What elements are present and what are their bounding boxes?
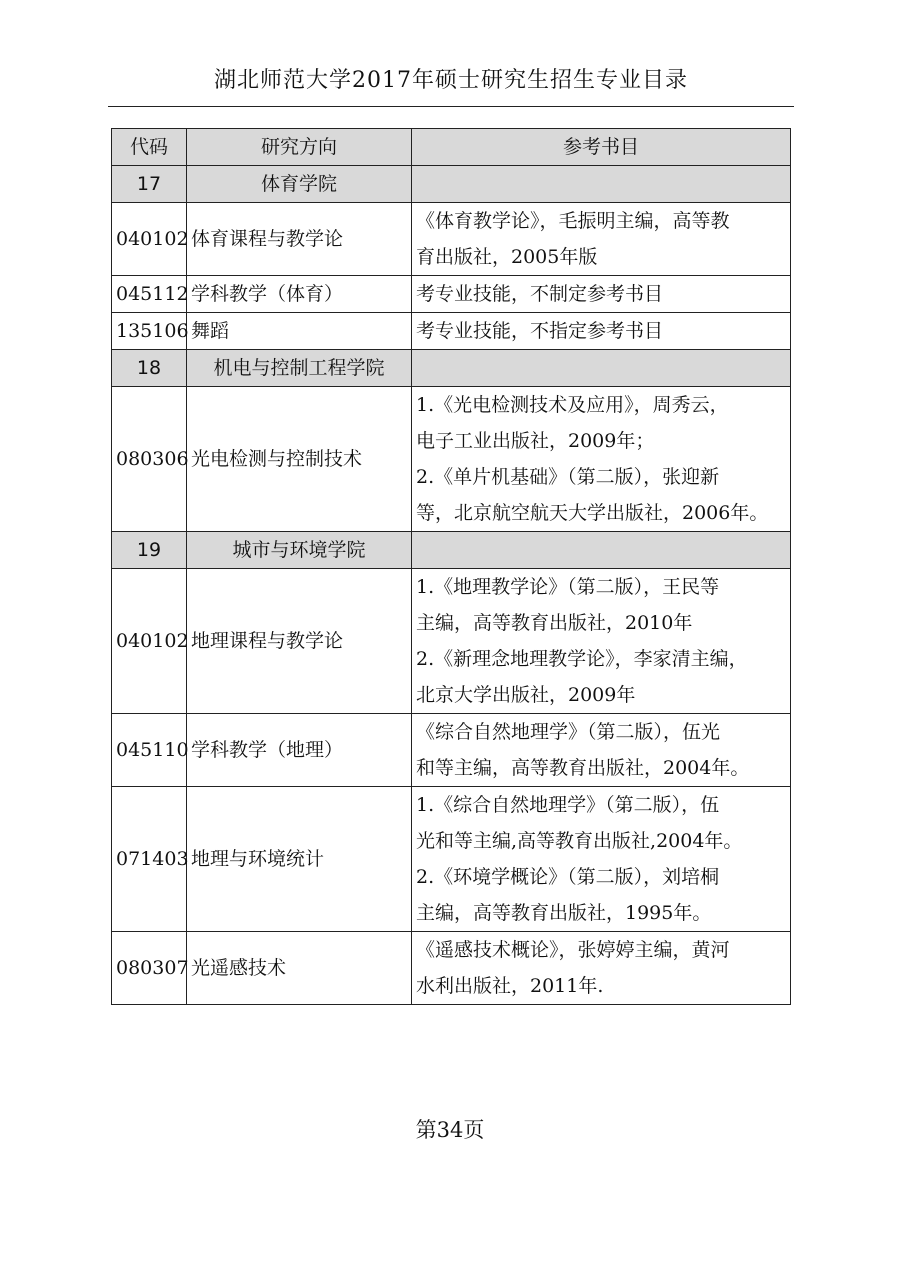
reference-line: 水利出版社，2011年. [416, 975, 604, 997]
college-name: 城市与环境学院 [187, 532, 412, 569]
major-code: 080307 [112, 932, 187, 1005]
research-direction: 体育课程与教学论 [187, 203, 412, 276]
college-code: 19 [112, 532, 187, 569]
reference-line: 考专业技能，不指定参考书目 [416, 320, 664, 342]
reference-books [412, 276, 791, 313]
table-row [112, 203, 791, 276]
college-name: 体育学院 [187, 166, 412, 203]
table-row [112, 387, 791, 532]
major-code: 071403 [112, 787, 187, 932]
reference-books [412, 203, 791, 276]
college-row [112, 532, 791, 569]
college-code: 17 [112, 166, 187, 203]
research-direction: 学科教学（地理） [187, 714, 412, 787]
column-header-direction: 研究方向 [187, 129, 412, 166]
research-direction: 光电检测与控制技术 [187, 387, 412, 532]
reference-line: 1.《地理教学论》（第二版），王民等 [416, 576, 720, 598]
table-row [112, 569, 791, 714]
table-row [112, 714, 791, 787]
table-row [112, 932, 791, 1005]
reference-books [412, 787, 791, 932]
research-direction: 学科教学（体育） [187, 276, 412, 313]
reference-line: 主编，高等教育出版社，1995年。 [416, 902, 712, 924]
college-name: 机电与控制工程学院 [187, 350, 412, 387]
table-row [112, 787, 791, 932]
reference-line: 育出版社，2005年版 [416, 246, 598, 268]
table-header-row [112, 129, 791, 166]
reference-books [412, 313, 791, 350]
college-row [112, 166, 791, 203]
reference-line: 考专业技能，不制定参考书目 [416, 283, 664, 305]
column-header-references: 参考书目 [412, 129, 791, 166]
college-empty-cell [412, 166, 791, 203]
major-code: 080306 [112, 387, 187, 532]
major-code: 135106 [112, 313, 187, 350]
reference-line: 2.《环境学概论》（第二版），刘培桐 [416, 866, 720, 888]
reference-line: 等，北京航空航天大学出版社，2006年。 [416, 502, 769, 524]
reference-line: 和等主编，高等教育出版社，2004年。 [416, 757, 750, 779]
college-row [112, 350, 791, 387]
reference-books [412, 387, 791, 532]
table-row [112, 276, 791, 313]
major-code: 045110 [112, 714, 187, 787]
reference-books [412, 569, 791, 714]
reference-line: 北京大学出版社，2009年 [416, 684, 636, 706]
catalog-table [111, 128, 791, 1005]
major-code: 045112 [112, 276, 187, 313]
major-code: 040102 [112, 203, 187, 276]
reference-line: 《综合自然地理学》（第二版），伍光 [416, 721, 721, 743]
college-empty-cell [412, 350, 791, 387]
reference-books [412, 932, 791, 1005]
college-code: 18 [112, 350, 187, 387]
reference-line: 《遥感技术概论》，张婷婷主编，黄河 [416, 939, 730, 961]
research-direction: 舞蹈 [187, 313, 412, 350]
page-number: 第34页 [415, 1118, 485, 1142]
reference-line: 主编，高等教育出版社，2010年 [416, 612, 693, 634]
reference-line: 2.《单片机基础》（第二版），张迎新 [416, 466, 720, 488]
research-direction: 地理课程与教学论 [187, 569, 412, 714]
research-direction: 地理与环境统计 [187, 787, 412, 932]
reference-line: 1.《综合自然地理学》（第二版），伍 [416, 794, 720, 816]
header-rule [108, 106, 794, 107]
major-code: 040102 [112, 569, 187, 714]
research-direction: 光遥感技术 [187, 932, 412, 1005]
reference-line: 光和等主编,高等教育出版社,2004年。 [416, 830, 743, 852]
reference-line: 《体育教学论》，毛振明主编，高等教 [416, 210, 730, 232]
reference-line: 1.《光电检测技术及应用》，周秀云， [416, 394, 729, 416]
college-empty-cell [412, 532, 791, 569]
reference-line: 2.《新理念地理教学论》，李家清主编， [416, 648, 748, 670]
reference-books [412, 714, 791, 787]
page-title: 湖北师范大学2017年硕士研究生招生专业目录 [214, 68, 688, 93]
table-row [112, 313, 791, 350]
column-header-code: 代码 [112, 129, 187, 166]
catalog-body [112, 166, 791, 1005]
reference-line: 电子工业出版社，2009年； [416, 430, 655, 452]
